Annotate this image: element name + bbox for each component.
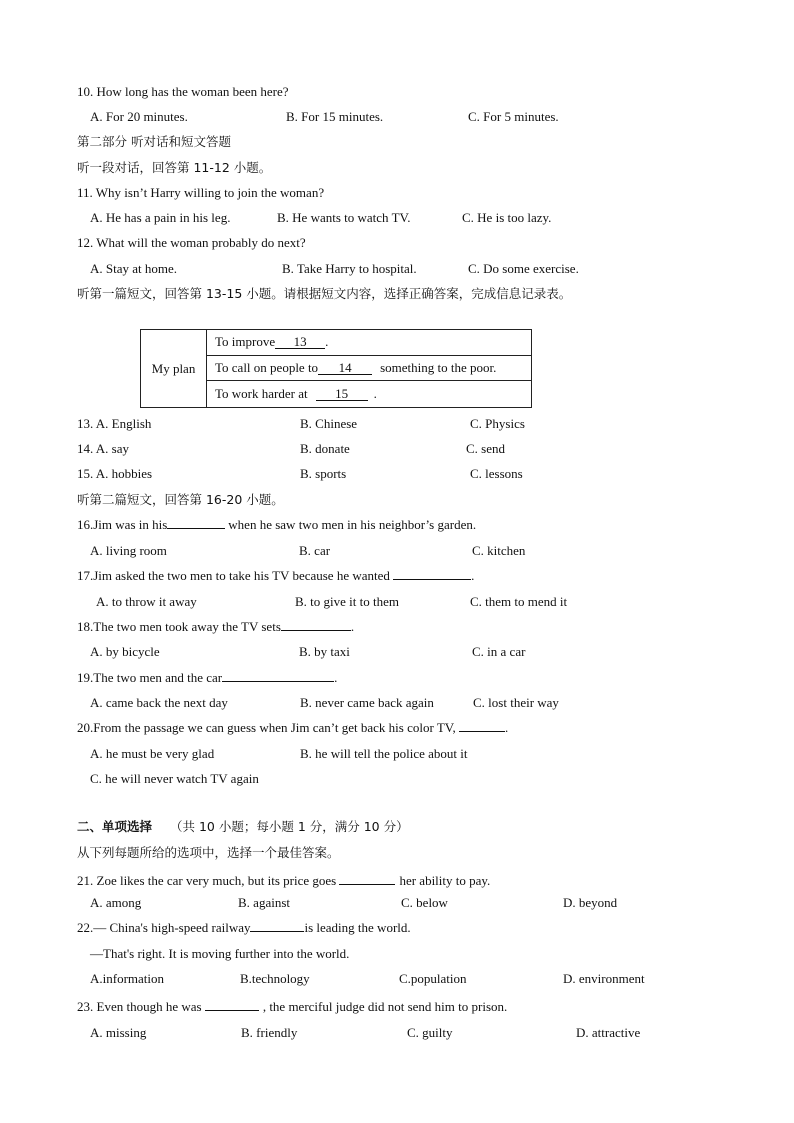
q18-blank <box>281 630 351 631</box>
blank-13: 13 <box>275 335 325 349</box>
q21-option-b: B. against <box>238 895 290 910</box>
q16-stem-before: 16.Jim was in his <box>77 517 168 532</box>
q13-option-a: 13. A. English <box>77 416 152 431</box>
q20-option-a: A. he must be very glad <box>90 746 215 761</box>
q17-stem-after: . <box>471 568 475 583</box>
q16-stem <box>77 517 476 533</box>
q23-stem-after: , the merciful judge did not send him to prison. <box>262 999 508 1014</box>
plan-row-1-end: . <box>325 334 329 350</box>
q16-option-a: A. living room <box>90 543 167 558</box>
q23-option-a: A. missing <box>90 1025 147 1040</box>
section2-title: 二、单项选择 <box>77 819 153 834</box>
q23-option-b: B. friendly <box>241 1025 298 1040</box>
plan-row-2-text: To call on people to <box>215 360 319 376</box>
q21-option-c: C. below <box>401 895 448 910</box>
q22-blank <box>250 931 304 932</box>
q18-option-c: C. in a car <box>472 644 526 659</box>
q17-stem <box>77 568 474 584</box>
q19-stem-after: . <box>334 670 338 685</box>
blank-15: 15 <box>316 387 368 401</box>
plan-label: My plan <box>141 330 207 407</box>
q19-stem-before: 19.The two men and the car <box>77 670 223 685</box>
q10-stem: 10. How long has the woman been here? <box>77 84 289 99</box>
q10-option-a: A. For 20 minutes. <box>90 109 188 124</box>
q12-option-a: A. Stay at home. <box>90 261 178 276</box>
q22-option-b: B.technology <box>240 971 310 986</box>
q16-stem-after: when he saw two men in his neighbor’s garden. <box>228 517 477 532</box>
q14-option-c: C. send <box>466 441 505 456</box>
plan-row-2 <box>207 356 531 382</box>
q13-option-b: B. Chinese <box>300 416 358 431</box>
plan-row-3-end: . <box>373 386 377 402</box>
q21-stem <box>77 873 490 889</box>
q23-stem-before: 23. Even though he was <box>77 999 202 1014</box>
passage1-instruction: 听第一篇短文，回答第 13-15 小题。请根据短文内容，选择正确答案，完成信息记录表。 <box>77 286 572 301</box>
passage2-instruction: 听第二篇短文，回答第 16-20 小题。 <box>77 492 284 507</box>
q18-stem-before: 18.The two men took away the TV sets <box>77 619 281 634</box>
q22-option-a: A.information <box>90 971 165 986</box>
q19-option-a: A. came back the next day <box>90 695 228 710</box>
q20-option-b: B. he will tell the police about it <box>300 746 468 761</box>
q16-option-c: C. kitchen <box>472 543 526 558</box>
q23-option-c: C. guilty <box>407 1025 453 1040</box>
q22-option-d: D. environment <box>563 971 645 986</box>
q18-stem-after: . <box>350 619 355 634</box>
q11-option-b: B. He wants to watch TV. <box>277 210 411 225</box>
q16-blank <box>167 528 225 529</box>
q21-stem-after: her ability to pay. <box>399 873 491 888</box>
section2-meta: （共 10 小题；每小题 1 分，满分 10 分） <box>170 819 409 834</box>
q19-option-b: B. never came back again <box>300 695 434 710</box>
q14-option-b: B. donate <box>300 441 350 456</box>
q11-option-a: A. He has a pain in his leg. <box>90 210 231 225</box>
q20-blank <box>459 731 505 732</box>
plan-row-3 <box>207 381 531 407</box>
plan-row-3-text: To work harder at <box>215 386 308 402</box>
q22-option-c: C.population <box>399 971 467 986</box>
q22-reply: —That's right. It is moving further into the world. <box>90 946 350 961</box>
q20-option-c: C. he will never watch TV again <box>90 771 259 786</box>
q19-option-c: C. lost their way <box>473 695 559 710</box>
plan-row-1 <box>207 330 531 356</box>
q21-option-d: D. beyond <box>563 895 618 910</box>
q17-option-c: C. them to mend it <box>470 594 568 609</box>
plan-row-2-end: something to the poor. <box>380 360 497 376</box>
q17-option-b: B. to give it to them <box>295 594 399 609</box>
q18-stem <box>77 619 354 635</box>
q23-stem <box>77 999 507 1015</box>
q15-option-a: 15. A. hobbies <box>77 466 153 481</box>
q12-option-c: C. Do some exercise. <box>468 261 579 276</box>
q20-stem-before: 20.From the passage we can guess when Jim can’t get back his color TV, <box>77 720 456 735</box>
plan-record-table <box>140 329 532 408</box>
q23-blank <box>205 1010 259 1011</box>
q15-option-b: B. sports <box>300 466 347 481</box>
q22-stem <box>77 920 411 936</box>
q16-option-b: B. car <box>299 543 331 558</box>
q20-stem-after: . <box>504 720 509 735</box>
q19-blank <box>222 681 334 682</box>
section2-instruction: 从下列每题所给的选项中，选择一个最佳答案。 <box>77 845 340 860</box>
q22-stem-before: 22.— China's high-speed railway <box>77 920 251 935</box>
q23-option-d: D. attractive <box>576 1025 641 1040</box>
q21-stem-before: 21. Zoe likes the car very much, but its price goes <box>77 873 337 888</box>
q20-stem <box>77 720 508 736</box>
q13-option-c: C. Physics <box>470 416 525 431</box>
dialogue-instruction: 听一段对话，回答第 11-12 小题。 <box>77 160 272 175</box>
q17-stem-before: 17.Jim asked the two men to take his TV because he wanted <box>77 568 390 583</box>
q18-option-a: A. by bicycle <box>90 644 160 659</box>
q12-stem: 12. What will the woman probably do next? <box>77 235 306 250</box>
section2-header <box>77 819 409 835</box>
q21-option-a: A. among <box>90 895 142 910</box>
plan-row-1-text: To improve <box>215 334 276 350</box>
q15-option-c: C. lessons <box>470 466 523 481</box>
part2-heading: 第二部分 听对话和短文答题 <box>77 134 231 149</box>
q11-option-c: C. He is too lazy. <box>462 210 552 225</box>
q18-option-b: B. by taxi <box>299 644 350 659</box>
q19-stem <box>77 670 337 686</box>
q11-stem: 11. Why isn’t Harry willing to join the woman? <box>77 185 325 200</box>
q14-option-a: 14. A. say <box>77 441 129 456</box>
blank-14: 14 <box>318 361 372 375</box>
q21-blank <box>339 884 395 885</box>
q17-option-a: A. to throw it away <box>96 594 197 609</box>
q12-option-b: B. Take Harry to hospital. <box>282 261 417 276</box>
q17-blank <box>393 579 471 580</box>
q10-option-b: B. For 15 minutes. <box>286 109 384 124</box>
q10-option-c: C. For 5 minutes. <box>468 109 559 124</box>
q22-stem-after: is leading the world. <box>304 920 411 935</box>
